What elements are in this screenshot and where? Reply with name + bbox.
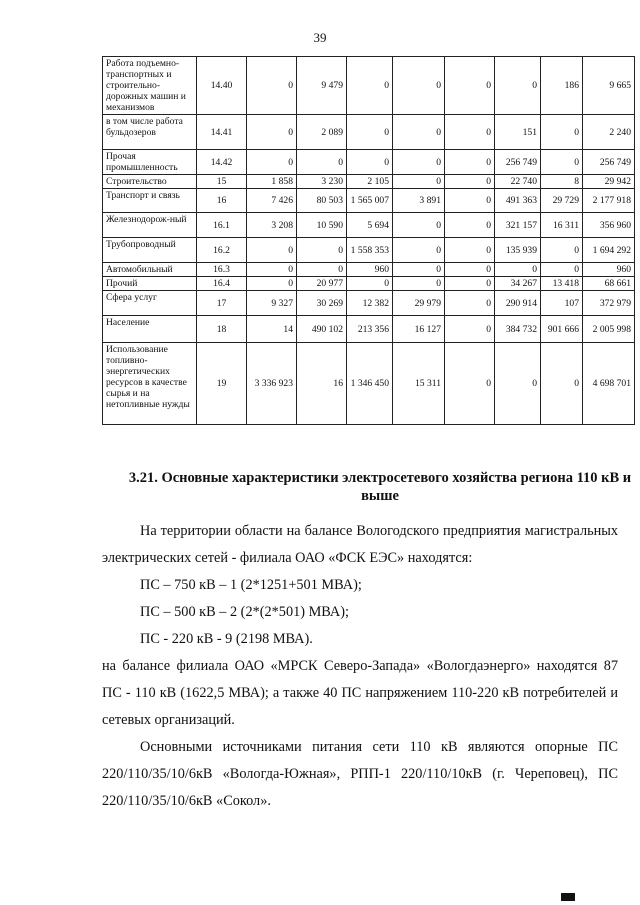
- value-cell: 0: [541, 343, 583, 425]
- row-code-cell: 14.42: [197, 150, 247, 175]
- value-cell: 151: [495, 115, 541, 150]
- value-cell: 30 269: [297, 291, 347, 316]
- value-cell: 960: [583, 263, 635, 277]
- value-cell: 8: [541, 175, 583, 189]
- table-row: [103, 291, 635, 316]
- value-cell: 0: [347, 115, 393, 150]
- row-name-cell: Железнодорож-ный: [103, 213, 197, 238]
- row-name-cell: Прочий: [103, 277, 197, 291]
- value-cell: 0: [445, 291, 495, 316]
- substation-list-item: ПС - 220 кВ - 9 (2198 МВА).: [140, 631, 313, 647]
- value-cell: 0: [393, 238, 445, 263]
- value-cell: 290 914: [495, 291, 541, 316]
- corner-mark: [561, 893, 575, 901]
- value-cell: 15 311: [393, 343, 445, 425]
- value-cell: 29 942: [583, 175, 635, 189]
- section-title: 3.21. Основные характеристики электросетевого хозяйства региона 110 кВ и выше: [128, 470, 632, 504]
- value-cell: 0: [445, 316, 495, 343]
- row-code-cell: 19: [197, 343, 247, 425]
- value-cell: 901 666: [541, 316, 583, 343]
- value-cell: 68 661: [583, 277, 635, 291]
- row-code-cell: 16.1: [197, 213, 247, 238]
- page-number: 39: [313, 30, 327, 45]
- value-cell: 0: [247, 150, 297, 175]
- value-cell: 80 503: [297, 189, 347, 213]
- value-cell: 16 311: [541, 213, 583, 238]
- value-cell: 0: [347, 57, 393, 115]
- row-code-cell: 14.41: [197, 115, 247, 150]
- table-row: [103, 238, 635, 263]
- value-cell: 0: [297, 238, 347, 263]
- value-cell: 16: [297, 343, 347, 425]
- row-name-cell: Автомобильный: [103, 263, 197, 277]
- body-text: [102, 518, 618, 815]
- row-code-cell: 16.4: [197, 277, 247, 291]
- value-cell: 1 346 450: [347, 343, 393, 425]
- substation-list-item: ПС – 750 кВ – 1 (2*1251+501 МВА);: [140, 577, 362, 593]
- value-cell: 490 102: [297, 316, 347, 343]
- value-cell: 0: [445, 115, 495, 150]
- row-code-cell: 16.2: [197, 238, 247, 263]
- value-cell: 0: [445, 150, 495, 175]
- value-cell: 0: [445, 263, 495, 277]
- value-cell: 0: [541, 115, 583, 150]
- value-cell: 0: [541, 238, 583, 263]
- paragraph-sources: Основными источниками питания сети 110 кВ являются опорные ПС 220/110/35/10/6кВ «Вологда-Южная», РПП-1 220/110/10кВ (г. Череповец), ПС 220/110/35/10/6кВ «Сокол».: [102, 739, 618, 809]
- value-cell: 12 382: [347, 291, 393, 316]
- value-cell: 491 363: [495, 189, 541, 213]
- value-cell: 10 590: [297, 213, 347, 238]
- value-cell: 356 960: [583, 213, 635, 238]
- substation-list-item: ПС – 500 кВ – 2 (2*(2*501) МВА);: [140, 604, 349, 620]
- value-cell: 0: [445, 57, 495, 115]
- value-cell: 256 749: [495, 150, 541, 175]
- value-cell: 14: [247, 316, 297, 343]
- table-row: [103, 263, 635, 277]
- value-cell: 107: [541, 291, 583, 316]
- value-cell: 0: [347, 150, 393, 175]
- row-code-cell: 16: [197, 189, 247, 213]
- row-name-cell: Трубопроводный: [103, 238, 197, 263]
- value-cell: 0: [393, 263, 445, 277]
- table-row: [103, 175, 635, 189]
- row-code-cell: 15: [197, 175, 247, 189]
- table-row: [103, 277, 635, 291]
- value-cell: 256 749: [583, 150, 635, 175]
- value-cell: 186: [541, 57, 583, 115]
- value-cell: 0: [393, 175, 445, 189]
- value-cell: 0: [445, 189, 495, 213]
- row-name-cell: Использование топливно-энергетических ресурсов в качестве сырья и на нетопливные нужды: [103, 343, 197, 425]
- value-cell: 0: [541, 263, 583, 277]
- value-cell: 384 732: [495, 316, 541, 343]
- row-code-cell: 14.40: [197, 57, 247, 115]
- value-cell: 0: [445, 277, 495, 291]
- value-cell: 0: [445, 343, 495, 425]
- value-cell: 4 698 701: [583, 343, 635, 425]
- row-code-cell: 18: [197, 316, 247, 343]
- value-cell: 9 665: [583, 57, 635, 115]
- value-cell: 0: [393, 213, 445, 238]
- value-cell: 9 327: [247, 291, 297, 316]
- table-row: [103, 213, 635, 238]
- value-cell: 3 891: [393, 189, 445, 213]
- value-cell: 0: [247, 263, 297, 277]
- value-cell: 2 089: [297, 115, 347, 150]
- value-cell: 960: [347, 263, 393, 277]
- value-cell: 0: [393, 57, 445, 115]
- table-body: [103, 57, 635, 425]
- row-name-cell: Транспорт и связь: [103, 189, 197, 213]
- value-cell: 2 105: [347, 175, 393, 189]
- value-cell: 16 127: [393, 316, 445, 343]
- value-cell: 34 267: [495, 277, 541, 291]
- table-row: [103, 115, 635, 150]
- value-cell: 3 336 923: [247, 343, 297, 425]
- row-name-cell: Прочая промышленность: [103, 150, 197, 175]
- value-cell: 0: [495, 57, 541, 115]
- value-cell: 135 939: [495, 238, 541, 263]
- value-cell: 9 479: [297, 57, 347, 115]
- value-cell: 0: [393, 115, 445, 150]
- value-cell: 0: [393, 277, 445, 291]
- value-cell: 1 694 292: [583, 238, 635, 263]
- row-name-cell: Работа подъемно-транспортных и строительно-дорожных машин и механизмов: [103, 57, 197, 115]
- value-cell: 29 729: [541, 189, 583, 213]
- value-cell: 0: [495, 343, 541, 425]
- value-cell: 372 979: [583, 291, 635, 316]
- row-name-cell: Население: [103, 316, 197, 343]
- value-cell: 2 177 918: [583, 189, 635, 213]
- value-cell: 29 979: [393, 291, 445, 316]
- value-cell: 0: [247, 115, 297, 150]
- value-cell: 0: [445, 175, 495, 189]
- value-cell: 321 157: [495, 213, 541, 238]
- row-name-cell: Сфера услуг: [103, 291, 197, 316]
- value-cell: 0: [445, 213, 495, 238]
- value-cell: 1 558 353: [347, 238, 393, 263]
- row-name-cell: Строительство: [103, 175, 197, 189]
- value-cell: 2 240: [583, 115, 635, 150]
- value-cell: 213 356: [347, 316, 393, 343]
- value-cell: 0: [541, 150, 583, 175]
- value-cell: 0: [495, 263, 541, 277]
- row-code-cell: 16.3: [197, 263, 247, 277]
- table-row: [103, 57, 635, 115]
- table-row: [103, 343, 635, 425]
- row-name-cell: в том числе работа бульдозеров: [103, 115, 197, 150]
- value-cell: 0: [247, 238, 297, 263]
- value-cell: 0: [247, 277, 297, 291]
- value-cell: 0: [445, 238, 495, 263]
- fuel-balance-table: [102, 56, 635, 425]
- value-cell: 22 740: [495, 175, 541, 189]
- value-cell: 2 005 998: [583, 316, 635, 343]
- paragraph-fsk: На территории области на балансе Вологодского предприятия магистральных электрических сетей - филиала ОАО «ФСК ЕЭС» находятся:: [102, 523, 618, 566]
- table-row: [103, 189, 635, 213]
- value-cell: 5 694: [347, 213, 393, 238]
- value-cell: 0: [247, 57, 297, 115]
- value-cell: 13 418: [541, 277, 583, 291]
- value-cell: 0: [297, 150, 347, 175]
- value-cell: 0: [393, 150, 445, 175]
- value-cell: 3 208: [247, 213, 297, 238]
- value-cell: 7 426: [247, 189, 297, 213]
- table-row: [103, 150, 635, 175]
- paragraph-mrsk: на балансе филиала ОАО «МРСК Северо-Запада» «Вологдаэнерго» находятся 87 ПС - 110 кВ (1622,5 МВА); а также 40 ПС напряжением 110-220 кВ потребителей и сетевых организаций.: [102, 658, 618, 728]
- value-cell: 20 977: [297, 277, 347, 291]
- value-cell: 0: [297, 263, 347, 277]
- value-cell: 0: [347, 277, 393, 291]
- table-row: [103, 316, 635, 343]
- value-cell: 1 565 007: [347, 189, 393, 213]
- row-code-cell: 17: [197, 291, 247, 316]
- value-cell: 3 230: [297, 175, 347, 189]
- value-cell: 1 858: [247, 175, 297, 189]
